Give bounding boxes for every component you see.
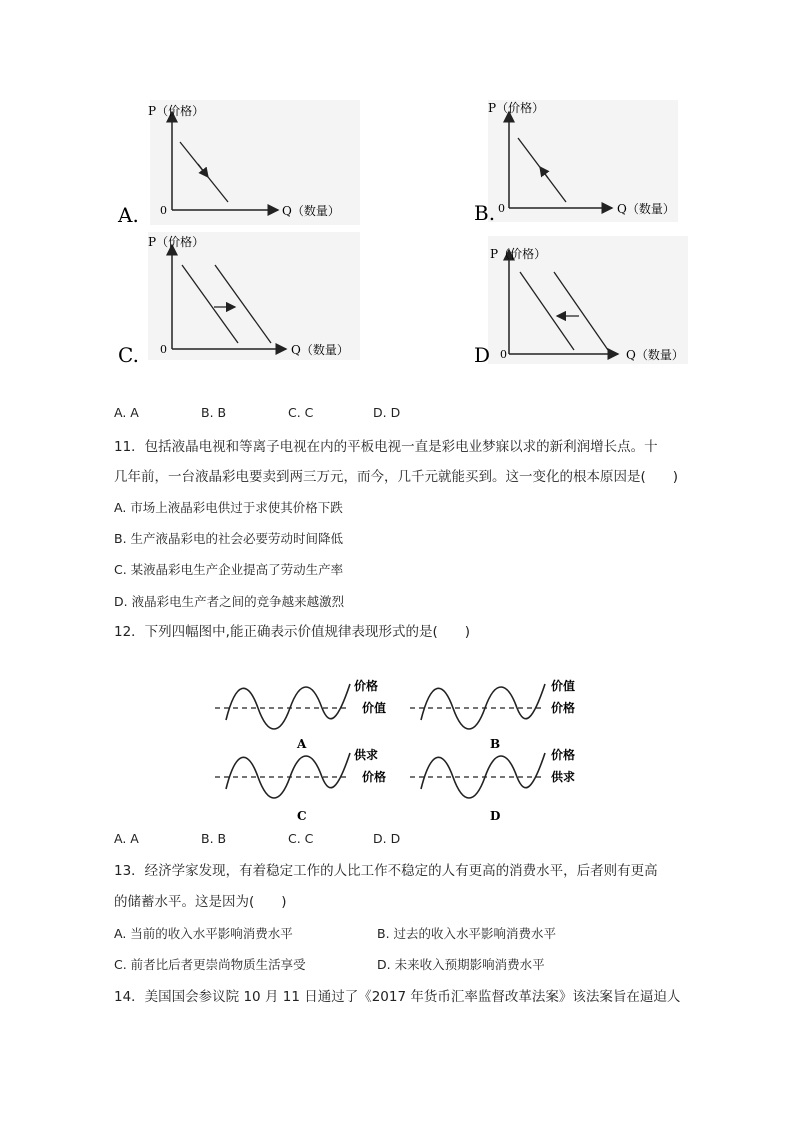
wave-label-c: 供求 [354,748,379,762]
q14-stem-line1: 14．美国国会参议院 10 月 11 日通过了《2017 年货币汇率监督改革法案》该法案旨在逼迫人 [114,989,681,1005]
wave-a [226,684,350,729]
graph-d [474,236,688,367]
figure-letter-a: A [297,737,307,751]
line-label-b: 价格 [551,701,576,715]
q12-option-a[interactable]: A. A [114,831,139,846]
panel-letter-d: D [474,343,491,367]
origin-c: 0 [160,343,167,356]
q11-option-a[interactable]: A. 市场上液晶彩电供过于求使其价格下跌 [114,500,343,515]
q13-option-a[interactable]: A. 当前的收入水平影响消费水平 [114,926,293,941]
q10-option-b[interactable]: B. B [201,405,227,420]
wave-figure-b [410,678,575,751]
wave-figure-d [410,747,575,823]
wave-b [421,684,545,729]
q11-stem-line1: 11．包括液晶电视和等离子电视在内的平板电视一直是彩电业梦寐以求的新利润增长点。十 [114,439,658,455]
q13-option-d[interactable]: D. 未来收入预期影响消费水平 [377,957,545,972]
x-label-b: Q（数量） [617,202,675,216]
line-label-d: 供求 [551,770,576,784]
origin-b: 0 [498,202,505,215]
graph-b [474,100,678,225]
graph-a [117,100,360,227]
q10-option-a[interactable]: A. A [114,405,139,420]
x-label-c: Q（数量） [291,343,349,357]
q10-graphs [0,0,794,400]
wave-label-a: 价格 [354,679,379,693]
y-label-d: P（价格） [490,247,547,261]
wave-d [421,753,545,798]
wave-figure-c [215,747,386,823]
q11-option-b[interactable]: B. 生产液晶彩电的社会必要劳动时间降低 [114,531,344,546]
line-label-a: 价值 [362,701,387,715]
q13-stem-line2: 的储蓄水平。这是因为( ) [114,894,287,910]
wave-figure-a [215,678,386,751]
wave-label-d: 价格 [551,748,576,762]
panel-letter-a: A. [118,203,139,227]
origin-a: 0 [160,204,167,217]
figure-letter-c: C [297,809,307,823]
figure-letter-d: D [490,809,501,823]
q11-option-c[interactable]: C. 某液晶彩电生产企业提高了劳动生产率 [114,562,344,577]
graph-c [118,232,360,367]
y-label-b: P（价格） [488,101,545,115]
q11-stem-line2: 几年前，一台液晶彩电要卖到两三万元，而今，几千元就能买到。这一变化的根本原因是( ) [114,469,679,485]
q12-stem: 12．下列四幅图中,能正确表示价值规律表现形式的是( ) [114,624,471,640]
wave-label-b: 价值 [551,679,576,693]
panel-letter-c: C. [118,343,139,367]
panel-letter-b: B. [474,201,496,225]
wave-c [226,753,350,798]
figure-letter-b: B [490,737,501,751]
line-label-c: 价格 [362,770,387,784]
q10-option-c[interactable]: C. C [288,405,314,420]
q12-figures [0,670,794,830]
x-label-d: Q（数量） [626,348,684,362]
q10-option-d[interactable]: D. D [373,405,401,420]
q13-option-b[interactable]: B. 过去的收入水平影响消费水平 [377,926,557,941]
q12-option-c[interactable]: C. C [288,831,314,846]
y-label-a: P（价格） [148,104,205,118]
q11-option-d[interactable]: D. 液晶彩电生产者之间的竞争越来越激烈 [114,594,345,609]
origin-d: 0 [500,348,507,361]
q12-option-d[interactable]: D. D [373,831,401,846]
x-label-a: Q（数量） [282,204,340,218]
y-label-c: P（价格） [148,235,205,249]
q13-option-c[interactable]: C. 前者比后者更崇尚物质生活享受 [114,957,306,972]
q12-option-b[interactable]: B. B [201,831,227,846]
q13-stem-line1: 13．经济学家发现，有着稳定工作的人比工作不稳定的人有更高的消费水平，后者则有更高 [114,863,658,879]
